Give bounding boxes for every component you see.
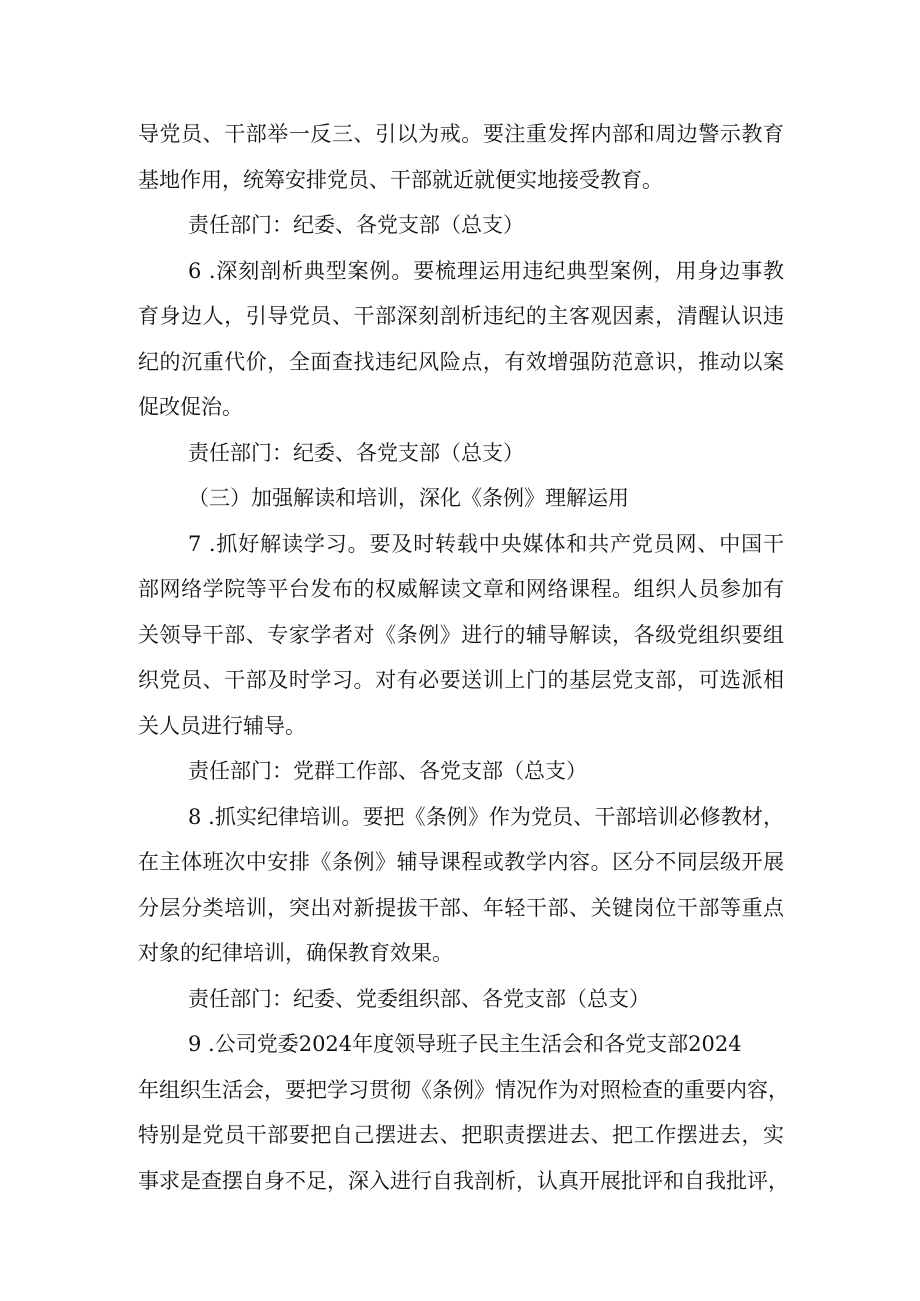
- paragraph-line: 年组织生活会，要把学习贯彻《条例》情况作为对照检查的重要内容，: [138, 1077, 789, 1102]
- responsible-department: 责任部门：纪委、各党支部（总支）: [188, 213, 524, 237]
- item-9-line: 9 .公司党委2024年度领导班子民主生活会和各党支部2024: [188, 1032, 742, 1056]
- document-page: [138, 112, 789, 1204]
- paragraph-line: 关人员进行辅导。: [138, 713, 306, 738]
- responsible-department: 责任部门：纪委、党委组织部、各党支部（总支）: [188, 986, 650, 1011]
- item-8-line: 8 .抓实纪律培训。要把《条例》作为党员、干部培训必修教材，: [188, 804, 784, 829]
- item-7-line: 7 .抓好解读学习。要及时转载中央媒体和共产党员网、中国干: [188, 531, 784, 556]
- paragraph-line: 在主体班次中安排《条例》辅导课程或教学内容。区分不同层级开展: [138, 850, 784, 874]
- paragraph-line: 基地作用，统筹安排党员、干部就近就便实地接受教育。: [138, 167, 663, 192]
- paragraph-line: 对象的纪律培训，确保教育效果。: [138, 941, 453, 965]
- section-heading: （三）加强解读和培训，深化《条例》理解运用: [188, 486, 629, 510]
- paragraph-line: 分层分类培训，突出对新提拔干部、年轻干部、关键岗位干部等重点: [138, 895, 784, 920]
- responsible-department: 责任部门：纪委、各党支部（总支）: [188, 440, 524, 465]
- paragraph-line: 部网络学院等平台发布的权威解读文章和网络课程。组织人员参加有: [138, 577, 784, 601]
- paragraph-line: 导党员、干部举一反三、引以为戒。要注重发挥内部和周边警示教育: [138, 122, 784, 146]
- responsible-department: 责任部门：党群工作部、各党支部（总支）: [188, 759, 587, 783]
- paragraph-line: 纪的沉重代价，全面查找违纪风险点，有效增强防范意识，推动以案: [138, 349, 784, 374]
- paragraph-line: 事求是查摆自身不足，深入进行自我剖析，认真开展批评和自我批评，: [138, 1168, 789, 1193]
- paragraph-line: 特别是党员干部要把自己摆进去、把职责摆进去、把工作摆进去，实: [138, 1123, 784, 1147]
- paragraph-line: 织党员、干部及时学习。对有必要送训上门的基层党支部，可选派相: [138, 668, 784, 692]
- paragraph-line: 促改促治。: [138, 395, 243, 419]
- item-6-line: 6 .深刻剖析典型案例。要梳理运用违纪典型案例，用身边事教: [188, 258, 784, 283]
- paragraph-line: 关领导干部、专家学者对《条例》进行的辅导解读，各级党组织要组: [138, 622, 784, 647]
- paragraph-line: 育身边人，引导党员、干部深刻剖析违纪的主客观因素，清醒认识违: [138, 304, 784, 328]
